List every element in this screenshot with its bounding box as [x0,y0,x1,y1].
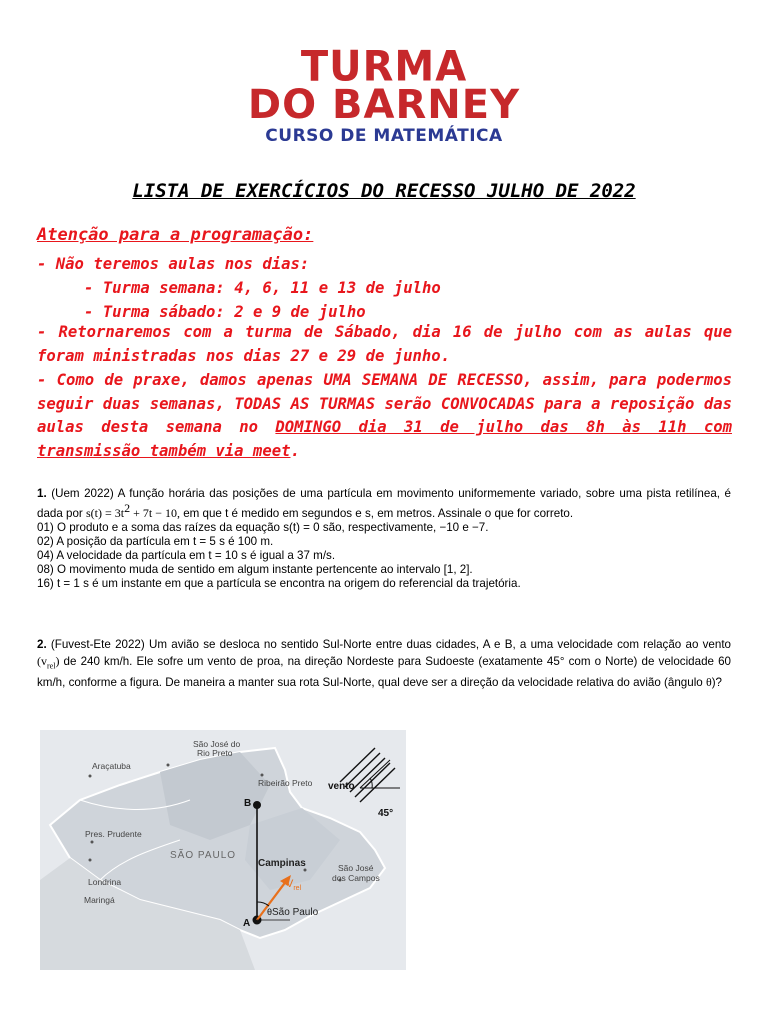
point-b-marker [253,801,261,809]
notice-replacement-date: DOMINGO dia 31 de julho das 8h às 11h com transmissão também via meet [37,418,732,460]
label-londrina: Londrina [88,877,122,887]
question-1-stem [37,487,731,521]
question-2-text-c: )? [711,676,722,690]
question-2-vrel: (v [37,654,47,668]
label-vrel-sub: rel [293,885,302,893]
question-1-option-01: 01) O produto e a soma das raízes da equação s(t) = 0 são, respectivamente, −10 e −7. [37,521,489,534]
label-state-sao-paulo: SÃO PAULO [170,850,237,861]
label-theta: θ [267,907,273,917]
question-1-option-16: 16) t = 1 s é um instante em que a partícula se encontra na origem do referencial da trajetória. [37,577,521,590]
label-pres-prudente: Pres. Prudente [85,829,142,839]
question-2-stem [37,637,731,691]
notice-line-return: - Retornaremos com a turma de Sábado, dia 16 de julho com as aulas que foram ministradas nos dias 27 e 29 de junho. [37,323,732,365]
label-vrel [286,878,301,892]
map-figure [40,730,406,970]
question-2-text-b: de 240 km/h. Ele sofre um vento de proa, na direção Nordeste para Sudoeste (exatamente 45° com o Norte) de velocidade 60 km/h, conforme a figura. De maneira a manter sua rota Sul-Norte, qual deve ser a direção da velocidade relativa do avião (ângulo [37,655,731,690]
label-sao-jose-rio-preto: São José do [193,739,241,749]
city-marker [91,841,94,844]
question-2-theta: θ [705,675,712,690]
logo-subtitle: CURSO DE MATEMÁTICA [265,126,503,146]
label-angle-45: 45° [378,808,394,819]
question-2-vrel-close: ) [55,654,60,668]
question-1-formula-exponent: 2 [124,501,131,516]
notice-line-no-classes: - Não teremos aulas nos dias: [37,255,310,273]
question-1-option-08: 08) O movimento muda de sentido em algum instante pertencente ao intervalo [1, 2]. [37,563,473,576]
question-1-option-04: 04) A velocidade da partícula em t = 10 s é igual a 37 m/s. [37,549,336,562]
label-sao-jose-campos: São José [338,863,374,873]
question-1-number: 1. [37,487,47,500]
question-1-formula-a: s(t) = 3t [86,506,125,521]
label-maringa: Maringá [84,895,115,905]
notice-replacement-text: - Como de praxe, damos apenas UMA SEMANA DE RECESSO, assim, para podermos seguir duas semanas, TODAS AS TURMAS serão CONVOCADAS para a reposição das aulas desta semana no [37,371,732,436]
city-marker [261,774,264,777]
question-2-text-a: (Fuvest-Ete 2022) Um avião se desloca no sentido Sul-Norte entre duas cidades, A e B, a uma velocidade com relação ao vento [46,638,731,651]
question-1-text-b: em que t é medido em segundos e s, em metros. Assinale o que for correto. [179,507,574,521]
label-sao-paulo-city: São Paulo [272,907,319,918]
label-campinas: Campinas [258,858,306,869]
logo-title-line1: TURMA [300,42,468,92]
notice-line-saturday: - Turma sábado: 2 e 9 de julho [84,303,366,321]
label-sao-jose-campos-2: dos Campos [332,873,380,883]
label-vento: vento [328,781,355,792]
question-1-formula-b: + 7t − 10, [130,506,180,521]
notice-line-weekday: - Turma semana: 4, 6, 11 e 13 de julho [84,279,441,297]
notice-replacement-end: . [290,441,300,460]
question-2-number: 2. [37,638,47,651]
city-marker [89,775,92,778]
label-point-a: A [243,918,251,929]
notice-heading: Atenção para a programação: [37,225,314,245]
label-vrel-letter: V [286,878,294,890]
page-title: LISTA DE EXERCÍCIOS DO RECESSO JULHO DE 2022 [132,180,636,202]
label-sao-jose-rio-preto-2: Rio Preto [197,748,233,758]
question-1-option-02: 02) A posição da partícula em t = 5 s é 100 m. [37,535,274,548]
label-ribeirao-preto: Ribeirão Preto [258,778,313,788]
city-marker [89,859,92,862]
question-1-text-a: (Uem 2022) A função horária das posições de uma partícula em movimento uniformemente variado, sobre uma pista retilínea, é dada por [37,487,731,521]
label-point-b: B [244,798,252,809]
notice-line-replacement [37,369,732,463]
question-2-vrel-sub: rel [47,661,56,671]
label-aracatuba: Araçatuba [92,761,131,771]
city-marker [167,764,170,767]
logo-title-line2: DO BARNEY [247,82,521,128]
